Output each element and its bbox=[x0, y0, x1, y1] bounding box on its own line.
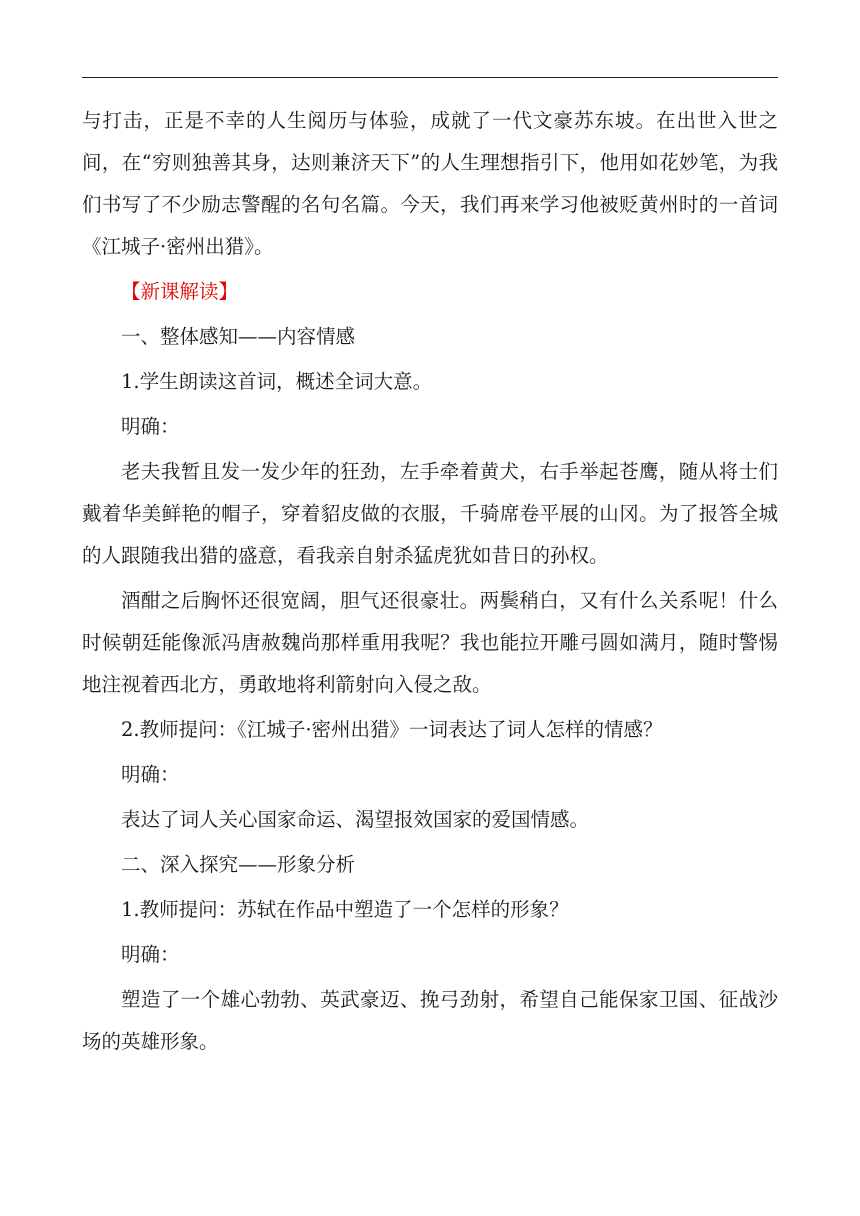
translation-paragraph-2: 酒酣之后胸怀还很宽阔，胆气还很豪壮。两鬓稍白，又有什么关系呢！什么时候朝廷能像派冯唐赦魏尚那样重用我呢？我也能拉开雕弓圆如满月，随时警惕地注视着西北方，勇敢地将利箭射向入侵之敌。 bbox=[82, 589, 778, 696]
translation-paragraph-1: 老夫我暂且发一发少年的狂劲，左手牵着黄犬，右手举起苍鹰，随从将士们戴着华美鲜艳的帽子，穿着貂皮做的衣服，千骑席卷平展的山冈。为了报答全城的人跟随我出猎的盛意，看我亲自射杀猛虎犹如昔日的孙权。 bbox=[82, 460, 778, 567]
answer-emotion: 表达了词人关心国家命运、渴望报效国家的爱国情感。 bbox=[121, 808, 590, 831]
document-body bbox=[82, 100, 778, 1066]
answer-image: 塑造了一个雄心勃勃、英武豪迈、挽弓劲射，希望自己能保家卫国、征战沙场的英雄形象。 bbox=[82, 988, 778, 1053]
question-2: 2.教师提问：《江城子·密州出猎》一词表达了词人怎样的情感？ bbox=[121, 718, 663, 741]
question-image: 1.教师提问：苏轼在作品中塑造了一个怎样的形象？ bbox=[121, 898, 569, 921]
header-rule bbox=[82, 77, 778, 78]
answer-label: 明确： bbox=[121, 415, 180, 438]
intro-paragraph: 与打击，正是不幸的人生阅历与体验，成就了一代文豪苏东坡。在出世入世之间，在“穷则独善其身，达则兼济天下”的人生理想指引下，他用如花妙笔，为我们书写了不少励志警醒的名句名篇。今天，我们再来学习他被贬黄州时的一首词《江城子·密州出猎》。 bbox=[82, 109, 778, 258]
answer-label: 明确： bbox=[121, 943, 180, 966]
section-heading-explore: 二、深入探究——形象分析 bbox=[121, 853, 356, 876]
answer-label: 明确： bbox=[121, 763, 180, 786]
question-1: 1.学生朗读这首词，概述全词大意。 bbox=[121, 370, 433, 393]
section-heading-new-lesson: 【新课解读】 bbox=[121, 280, 239, 303]
section-heading-overall: 一、整体感知——内容情感 bbox=[121, 325, 356, 348]
